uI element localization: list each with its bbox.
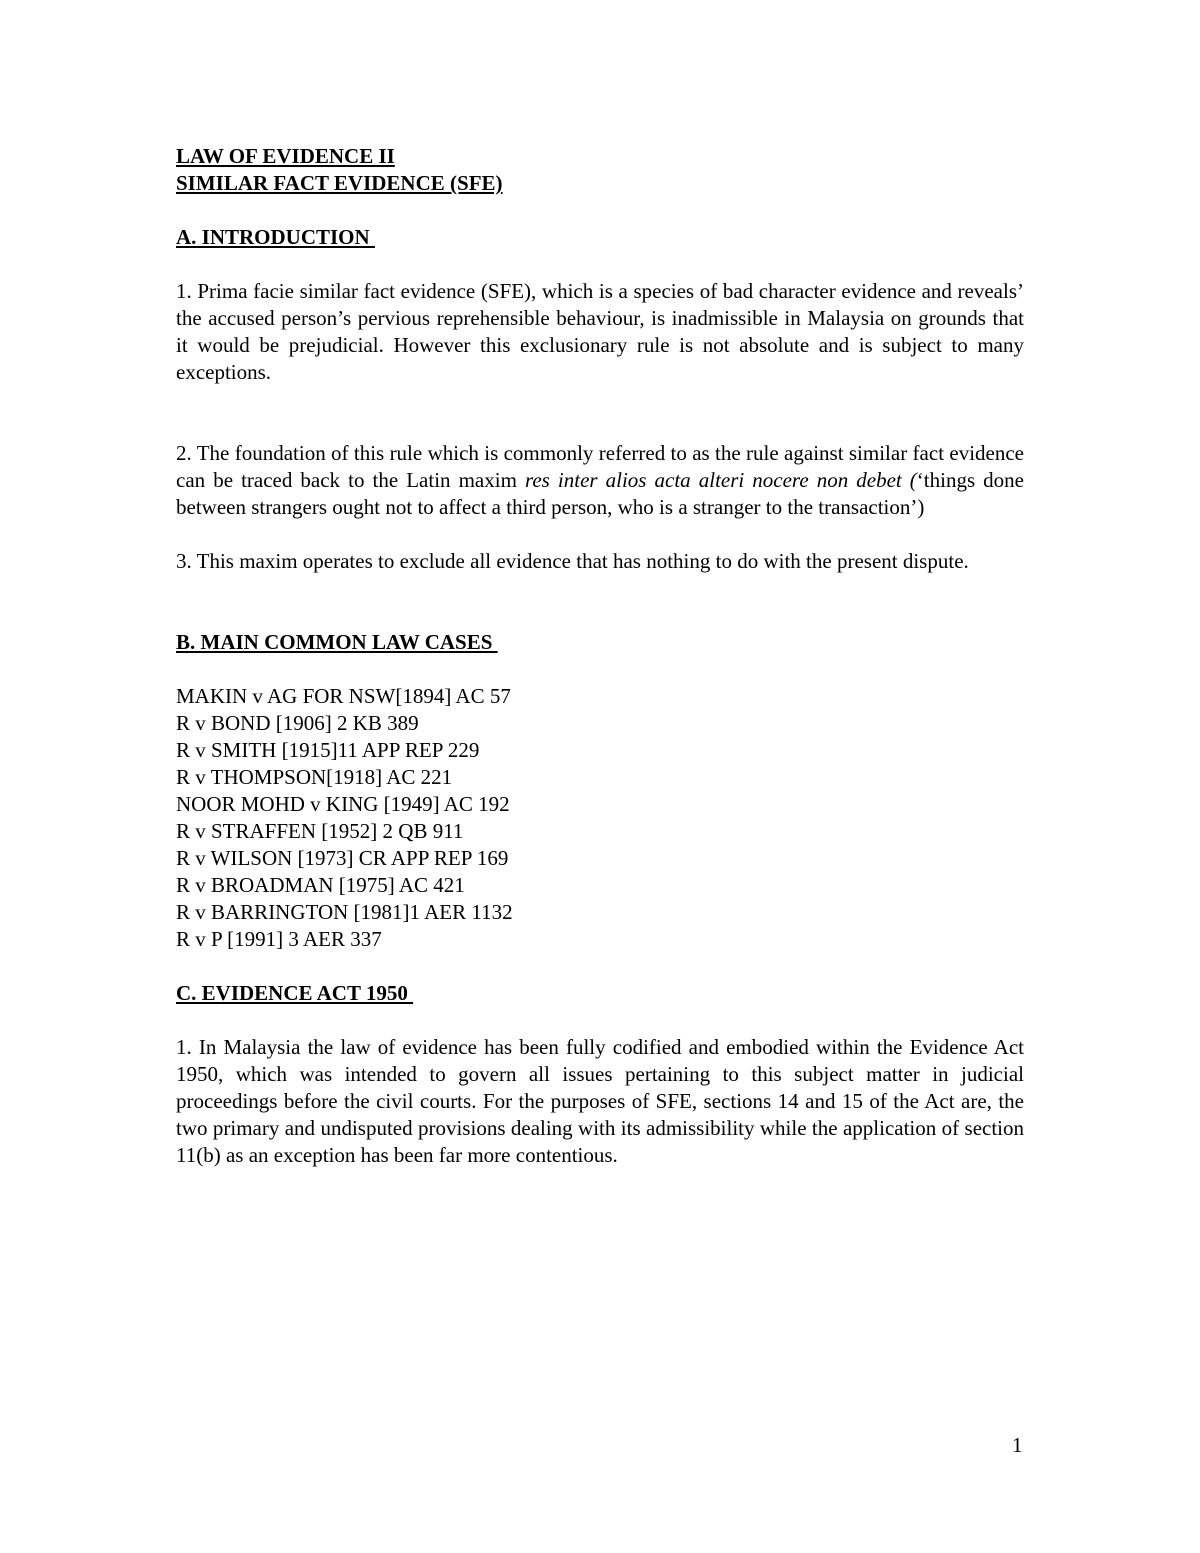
- case-item: R v BARRINGTON [1981]1 AER 1132: [176, 900, 513, 924]
- case-item: R v WILSON [1973] CR APP REP 169: [176, 846, 509, 870]
- spacer: [176, 197, 1024, 224]
- spacer: [176, 1007, 1024, 1034]
- spacer: [176, 251, 1024, 278]
- document-title: LAW OF EVIDENCE II: [176, 144, 395, 168]
- section-a-paragraph-3: 3. This maxim operates to exclude all evidence that has nothing to do with the present dispute.: [176, 549, 969, 573]
- spacer: [176, 386, 1024, 440]
- case-item: R v BOND [1906] 2 KB 389: [176, 711, 419, 735]
- case-item: R v THOMPSON[1918] AC 221: [176, 765, 453, 789]
- document-subtitle: SIMILAR FACT EVIDENCE (SFE): [176, 171, 503, 195]
- spacer: [176, 521, 1024, 548]
- section-a-heading: A. INTRODUCTION: [176, 225, 375, 249]
- spacer: [176, 575, 1024, 629]
- case-item: NOOR MOHD v KING [1949] AC 192: [176, 792, 510, 816]
- paragraph-2-text: 2. The foundation of this rule which is commonly referred to as the rule against similar fact evidence can be traced back to the Latin maxim: [176, 441, 1024, 492]
- case-item: R v P [1991] 3 AER 337: [176, 927, 382, 951]
- section-c-paragraph-1: 1. In Malaysia the law of evidence has been fully codified and embodied within the Evidence Act 1950, which was intended to govern all issues pertaining to this subject matter in judicial proceedings before the civil courts. For the purposes of SFE, sections 14 and 15 of the Act are, the two primary and undisputed provisions dealing with its admissibility while the application of section 11(b) as an exception has been far more contentious.: [176, 1035, 1024, 1167]
- section-a-paragraph-2: [176, 440, 1024, 521]
- section-b-heading: B. MAIN COMMON LAW CASES: [176, 630, 498, 654]
- latin-maxim: res inter alios acta alteri nocere non debet (: [524, 468, 917, 492]
- page-number: 1: [1012, 1433, 1023, 1457]
- section-a-paragraph-1: 1. Prima facie similar fact evidence (SFE), which is a species of bad character evidence and reveals’ the accused person’s pervious reprehensible behaviour, is inadmissible in Malaysia on grounds that it would be prejudicial. However this exclusionary rule is not absolute and is subject to many exceptions.: [176, 279, 1024, 384]
- spacer: [176, 953, 1024, 980]
- case-list: [176, 683, 1024, 953]
- case-item: R v STRAFFEN [1952] 2 QB 911: [176, 819, 464, 843]
- section-c-heading: C. EVIDENCE ACT 1950: [176, 981, 414, 1005]
- case-item: R v BROADMAN [1975] AC 421: [176, 873, 465, 897]
- spacer: [176, 656, 1024, 683]
- case-item: MAKIN v AG FOR NSW[1894] AC 57: [176, 684, 511, 708]
- paragraph-2-translation: ‘things done between strangers ought not to affect a third person, who is a stranger to the transaction’): [176, 468, 1024, 519]
- case-item: R v SMITH [1915]11 APP REP 229: [176, 738, 480, 762]
- document-body: [176, 143, 1024, 1169]
